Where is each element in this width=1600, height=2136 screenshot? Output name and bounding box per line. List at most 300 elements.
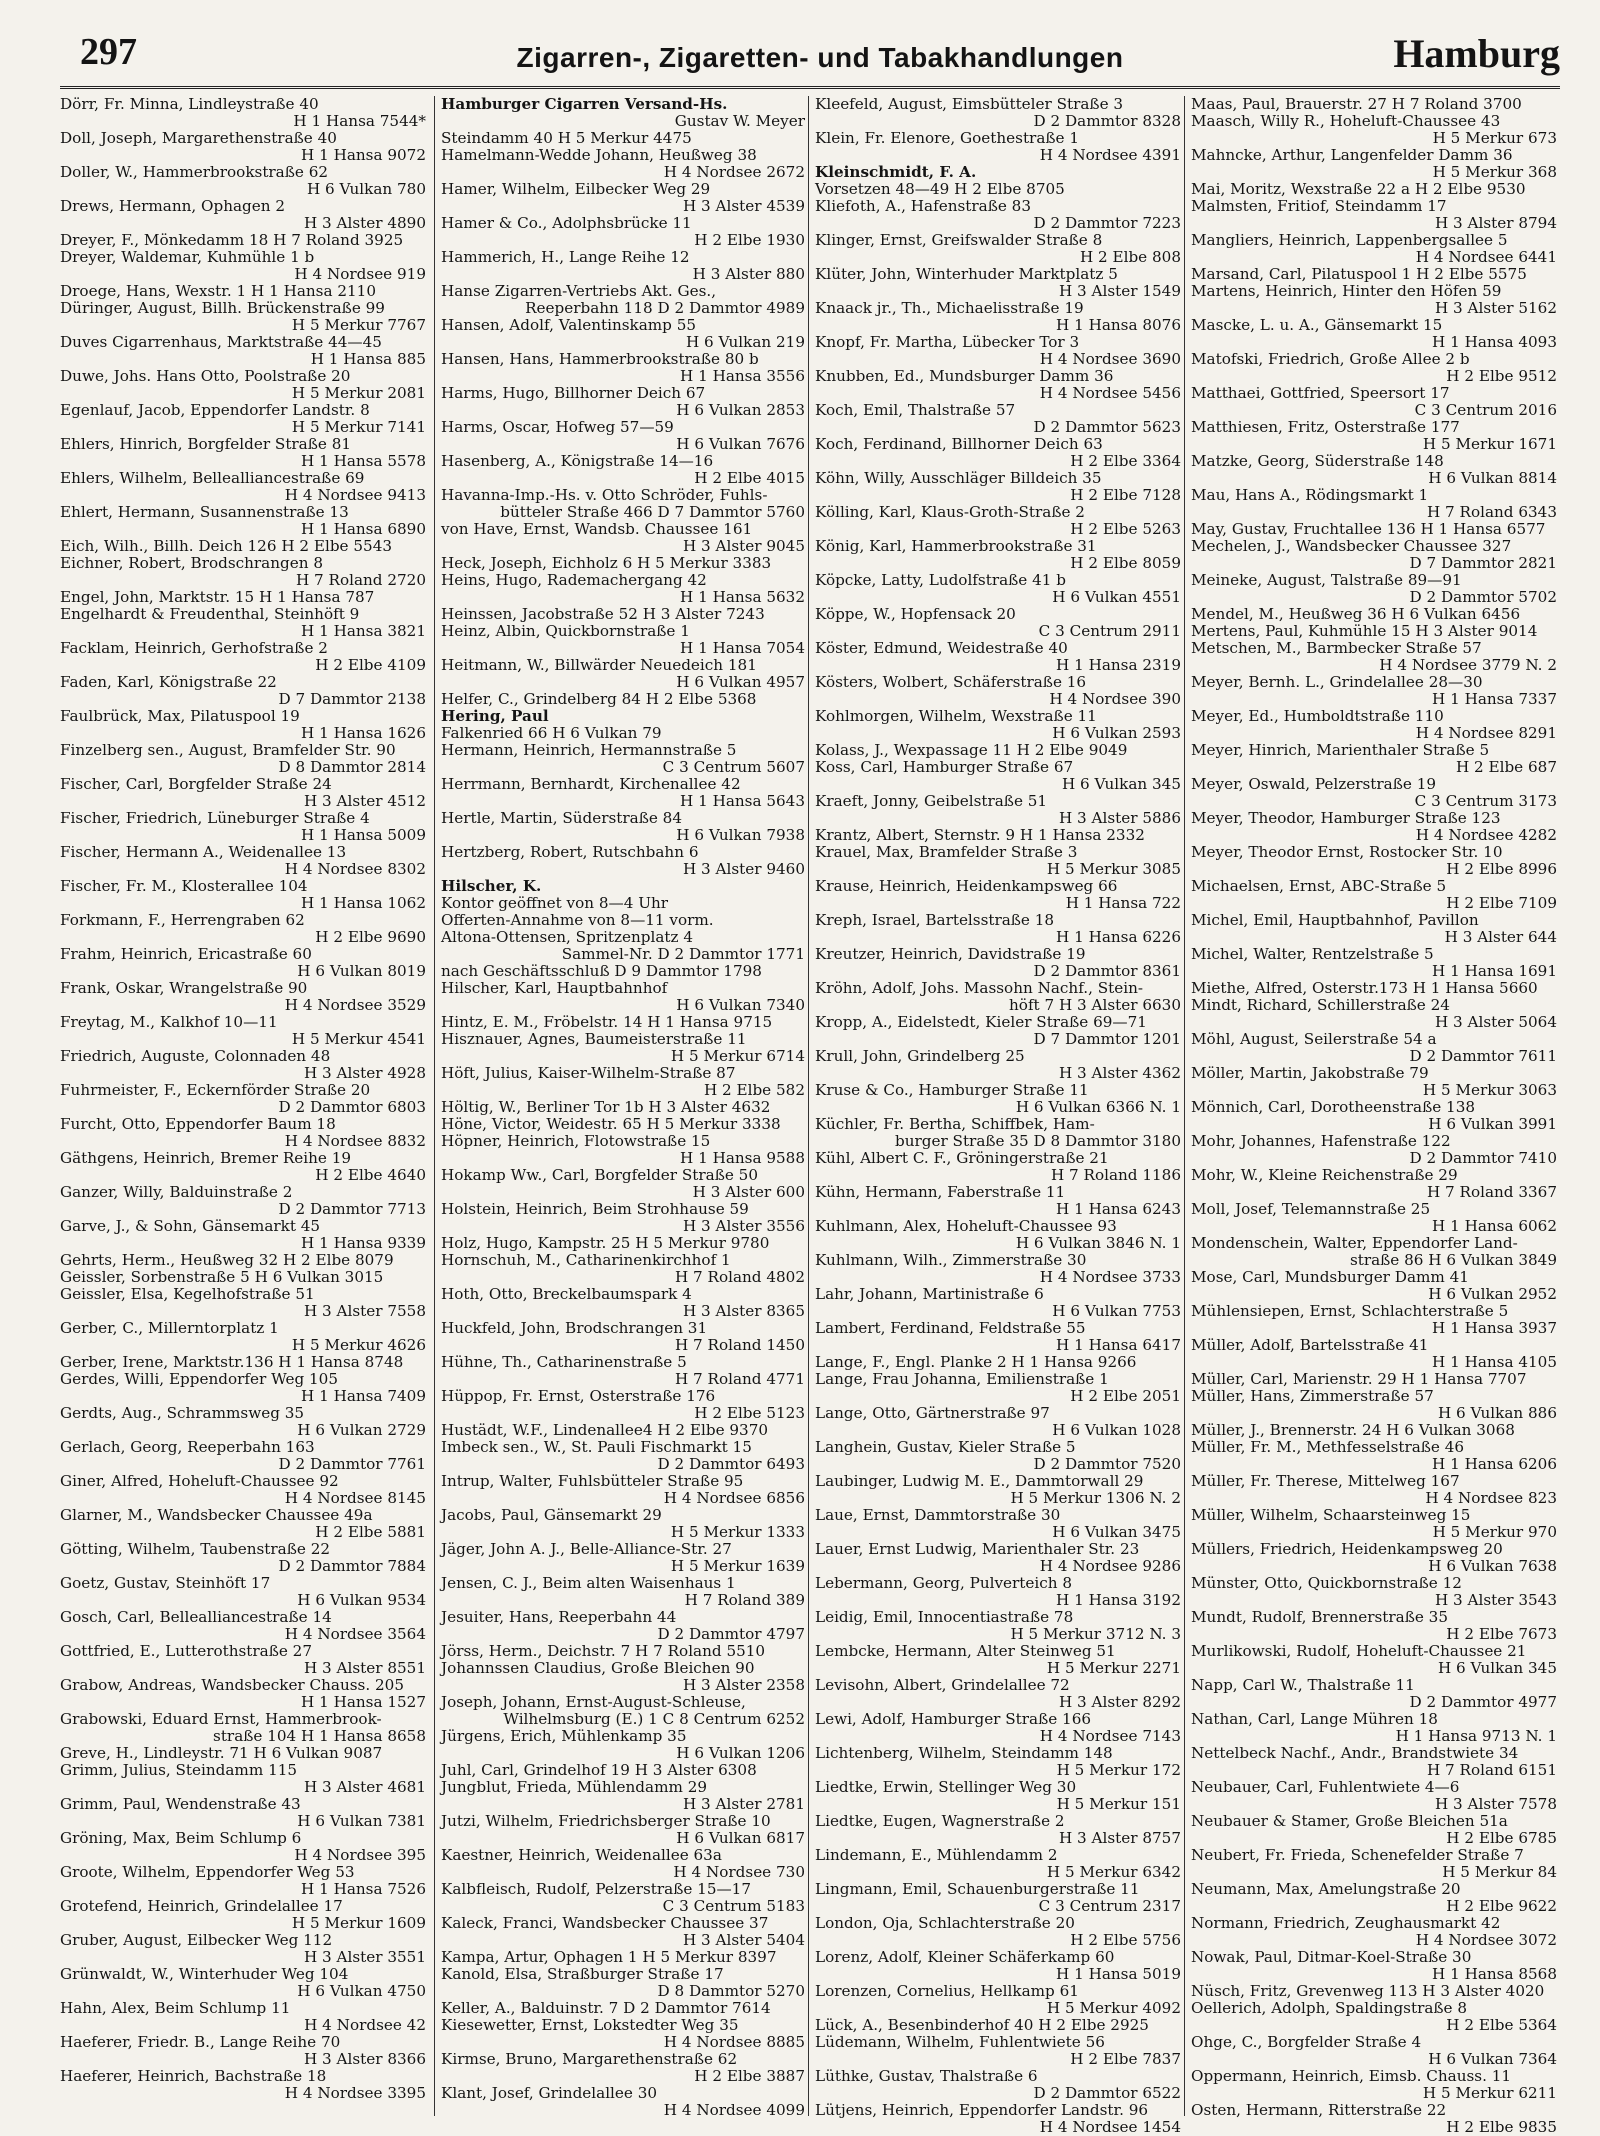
directory-entry <box>60 1864 430 1898</box>
entry-name-line: Gerdts, Aug., Schrammsweg 35 <box>60 1404 305 1422</box>
directory-entry <box>60 980 430 1014</box>
directory-column-2 <box>434 95 809 2119</box>
entry-name-line: Mindt, Richard, Schillerstraße 24 <box>1191 996 1450 1014</box>
directory-entry <box>441 1031 809 1065</box>
entry-phone-line: H 2 Elbe 5123 <box>694 1404 805 1422</box>
entry-name-line: Köster, Edmund, Weidestraße 40 <box>815 639 1068 657</box>
directory-entry <box>815 164 1185 181</box>
entry-name-line: Klüter, John, Winterhuder Marktplatz 5 <box>815 265 1118 283</box>
entry-name-line: Droege, Hans, Wexstr. 1 H 1 Hansa 2110 <box>60 282 376 300</box>
directory-entry <box>441 1660 809 1694</box>
entry-name-line: Kirmse, Bruno, Margarethenstraße 62 <box>441 2050 738 2068</box>
directory-entry <box>1191 1031 1561 1065</box>
directory-entry <box>441 487 809 521</box>
directory-entry <box>815 844 1185 878</box>
entry-phone-line: H 1 Hansa 5019 <box>1056 1965 1181 1983</box>
entry-name-line: Malmsten, Fritiof, Steindamm 17 <box>1191 197 1447 215</box>
directory-entry <box>60 164 430 198</box>
entry-phone-line: H 3 Alster 5064 <box>1434 1013 1557 1031</box>
entry-phone-line: burger Straße 35 D 8 Dammtor 3180 <box>894 1132 1181 1150</box>
entry-phone-line: H 1 Hansa 5578 <box>301 452 426 470</box>
entry-name-line: Möller, Martin, Jakobstraße 79 <box>1191 1064 1429 1082</box>
entry-name-line: Harms, Hugo, Billhorner Deich 67 <box>441 384 706 402</box>
directory-entry <box>60 1541 430 1575</box>
entry-name-line: Höne, Victor, Weidestr. 65 H 5 Merkur 3338 <box>441 1115 781 1133</box>
entry-name-line: Duves Cigarrenhaus, Marktstraße 44—45 <box>60 333 382 351</box>
entry-name-line: Garve, J., & Sohn, Gänsemarkt 45 <box>60 1217 321 1235</box>
directory-entry <box>1191 198 1561 232</box>
entry-phone-line: H 1 Hansa 6206 <box>1432 1455 1557 1473</box>
directory-entry <box>1191 1915 1561 1949</box>
entry-name-line: Münster, Otto, Quickbornstraße 12 <box>1191 1574 1462 1592</box>
entry-phone-line: H 4 Nordsee 390 <box>1049 690 1181 708</box>
directory-entry <box>60 1439 430 1473</box>
entry-name-line: Glarner, M., Wandsbecker Chaussee 49a <box>60 1506 373 1524</box>
entry-name-line: Mondenschein, Walter, Eppendorfer Land- <box>1191 1234 1518 1252</box>
entry-name-line: Frank, Oskar, Wrangelstraße 90 <box>60 979 308 997</box>
directory-entry <box>60 2068 430 2102</box>
entry-name-line: Nettelbeck Nachf., Andr., Brandstwiete 34 <box>1191 1744 1519 1762</box>
entry-phone-line: H 4 Nordsee 3529 <box>284 996 426 1014</box>
directory-entry <box>441 912 809 929</box>
entry-phone-line: H 4 Nordsee 919 <box>294 265 426 283</box>
entry-phone-line: C 3 Centrum 2911 <box>1038 622 1181 640</box>
directory-entry <box>1191 1813 1561 1847</box>
entry-name-line: Eichner, Robert, Brodschrangen 8 <box>60 554 323 572</box>
entry-phone-line: H 5 Merkur 1639 <box>670 1557 805 1575</box>
entry-phone-line: H 4 Nordsee 42 <box>304 2016 426 2034</box>
entry-phone-line: H 3 Alster 8551 <box>303 1659 426 1677</box>
entry-phone-line: H 1 Hansa 9713 N. 1 <box>1395 1727 1557 1745</box>
entry-phone-line: H 7 Roland 2720 <box>295 571 426 589</box>
entry-name-line: Müller, J., Brennerstr. 24 H 6 Vulkan 3068 <box>1191 1421 1515 1439</box>
entry-phone-line: H 3 Alster 7578 <box>1434 1795 1557 1813</box>
entry-name-line: Kontor geöffnet von 8—4 Uhr <box>441 894 669 912</box>
directory-entry <box>441 521 809 555</box>
directory-entry <box>1191 1983 1561 2000</box>
directory-entry <box>60 1184 430 1218</box>
directory-entry <box>815 1014 1185 1048</box>
entry-name-line: Hustädt, W.F., Lindenallee4 H 2 Elbe 9370 <box>441 1421 769 1439</box>
entry-name-line: Friedrich, Auguste, Colonnaden 48 <box>60 1047 331 1065</box>
directory-entry <box>441 776 809 810</box>
entry-phone-line: H 5 Merkur 3085 <box>1046 860 1181 878</box>
entry-phone-line: H 3 Alster 5886 <box>1058 809 1181 827</box>
directory-entry <box>60 300 430 334</box>
entry-name-line: Laubinger, Ludwig M. E., Dammtorwall 29 <box>815 1472 1144 1490</box>
directory-entry <box>60 2000 430 2034</box>
entry-phone-line: H 5 Merkur 1333 <box>670 1523 805 1541</box>
entry-name-line: Höpner, Heinrich, Flotowstraße 15 <box>441 1132 711 1150</box>
directory-entry <box>441 1320 809 1354</box>
entry-name-line: Moll, Josef, Telemannstraße 25 <box>1191 1200 1431 1218</box>
entry-name-line: Kampa, Artur, Ophagen 1 H 5 Merkur 8397 <box>441 1948 777 1966</box>
entry-phone-line: H 2 Elbe 9512 <box>1446 367 1557 385</box>
entry-phone-line: H 1 Hansa 7409 <box>301 1387 426 1405</box>
directory-entry <box>1191 487 1561 521</box>
entry-name-line: Mai, Moritz, Wexstraße 22 a H 2 Elbe 9530 <box>1191 180 1526 198</box>
directory-entry <box>815 1609 1185 1643</box>
entry-name-line: Langhein, Gustav, Kieler Straße 5 <box>815 1438 1076 1456</box>
entry-name-line: Lahr, Johann, Martinistraße 6 <box>815 1285 1044 1303</box>
directory-entry <box>1191 742 1561 776</box>
directory-entry <box>1191 1575 1561 1609</box>
directory-entry <box>1191 640 1561 674</box>
entry-phone-line: H 4 Nordsee 8302 <box>284 860 426 878</box>
entry-name-line: Lück, A., Besenbinderhof 40 H 2 Elbe 2925 <box>815 2016 1149 2034</box>
directory-entry <box>441 2051 809 2085</box>
entry-name-line: Grimm, Julius, Steindamm 115 <box>60 1761 298 1779</box>
entry-name-line: Krause, Heinrich, Heidenkampsweg 66 <box>815 877 1118 895</box>
entry-phone-line: H 3 Alster 4512 <box>303 792 426 810</box>
entry-phone-line: Wilhelmsburg (E.) 1 C 8 Centrum 6252 <box>503 1710 805 1728</box>
directory-entry <box>60 555 430 589</box>
entry-phone-line: H 2 Elbe 4640 <box>315 1166 426 1184</box>
entry-name-line: Levisohn, Albert, Grindelallee 72 <box>815 1676 1070 1694</box>
entry-phone-line: H 2 Elbe 6785 <box>1446 1829 1557 1847</box>
entry-name-line: Krauel, Max, Bramfelder Straße 3 <box>815 843 1078 861</box>
entry-name-line: Heinssen, Jacobstraße 52 H 3 Alster 7243 <box>441 605 765 623</box>
directory-entry <box>60 1048 430 1082</box>
entry-name-line: Metschen, M., Barmbecker Straße 57 <box>1191 639 1482 657</box>
directory-entry <box>441 2085 809 2119</box>
entry-name-line: Frahm, Heinrich, Ericastraße 60 <box>60 945 312 963</box>
directory-entry <box>815 572 1185 606</box>
entry-phone-line: H 1 Hansa 885 <box>310 350 426 368</box>
entry-name-line: Michaelsen, Ernst, ABC-Straße 5 <box>1191 877 1447 895</box>
directory-entry <box>60 198 430 232</box>
entry-name-line: Hasenberg, A., Königstraße 14—16 <box>441 452 714 470</box>
entry-phone-line: H 3 Alster 9045 <box>682 537 805 555</box>
entry-name-line: Gerber, Irene, Marktstr.136 H 1 Hansa 8748 <box>60 1353 404 1371</box>
directory-entry <box>815 436 1185 470</box>
entry-name-line: Hühne, Th., Catharinenstraße 5 <box>441 1353 687 1371</box>
entry-phone-line: C 3 Centrum 5607 <box>662 758 805 776</box>
entry-name-line: Gosch, Carl, Bellealliancestraße 14 <box>60 1608 332 1626</box>
entry-name-line: Fischer, Fr. M., Klosterallee 104 <box>60 877 308 895</box>
entry-name-line: Nathan, Carl, Lange Mühren 18 <box>1191 1710 1438 1728</box>
directory-entry <box>60 1354 430 1371</box>
entry-name-line: Murlikowski, Rudolf, Hoheluft-Chaussee 21 <box>1191 1642 1527 1660</box>
entry-phone-line: H 6 Vulkan 2952 <box>1428 1285 1557 1303</box>
entry-phone-line: H 3 Alster 880 <box>692 265 805 283</box>
entry-name-line: Müller, Fr. Therese, Mittelweg 167 <box>1191 1472 1460 1490</box>
directory-entry <box>60 1082 430 1116</box>
directory-entry <box>60 1252 430 1269</box>
directory-entry <box>60 912 430 946</box>
entry-name-line: Meyer, Theodor, Hamburger Straße 123 <box>1191 809 1501 827</box>
directory-entry <box>1191 266 1561 283</box>
entry-name-line: Hilscher, Karl, Hauptbahnhof <box>441 979 668 997</box>
entry-name-line: Faden, Karl, Königstraße 22 <box>60 673 277 691</box>
directory-entry <box>60 368 430 402</box>
entry-name-line: Doll, Joseph, Margarethenstraße 40 <box>60 129 337 147</box>
entry-name-line: Kropp, A., Eidelstedt, Kieler Straße 69—71 <box>815 1013 1147 1031</box>
directory-entry <box>60 1269 430 1286</box>
entry-name-line: Ohge, C., Borgfelder Straße 4 <box>1191 2033 1422 2051</box>
entry-phone-line: D 2 Dammtor 7884 <box>278 1557 426 1575</box>
directory-entry <box>60 1609 430 1643</box>
entry-phone-line: H 7 Roland 3367 <box>1426 1183 1557 1201</box>
entry-phone-line: H 1 Hansa 1527 <box>301 1693 426 1711</box>
directory-entry <box>815 368 1185 402</box>
entry-name-line: Miethe, Alfred, Osterstr.173 H 1 Hansa 5660 <box>1191 979 1538 997</box>
entry-name-line: Knopf, Fr. Martha, Lübecker Tor 3 <box>815 333 1080 351</box>
directory-entry <box>1191 1711 1561 1745</box>
entry-name-line: Lange, F., Engl. Planke 2 H 1 Hansa 9266 <box>815 1353 1137 1371</box>
directory-entry <box>60 1745 430 1762</box>
directory-entry <box>1191 1235 1561 1269</box>
entry-name-line: Mendel, M., Heußweg 36 H 6 Vulkan 6456 <box>1191 605 1521 623</box>
entry-phone-line: H 1 Hansa 7054 <box>680 639 805 657</box>
entry-phone-line: H 5 Merkur 4626 <box>291 1336 426 1354</box>
directory-entry <box>1191 810 1561 844</box>
directory-entry <box>815 1405 1185 1439</box>
entry-phone-line: H 5 Merkur 3712 N. 3 <box>1010 1625 1181 1643</box>
entry-name-line: Hamburger Cigarren Versand-Hs. <box>441 95 728 113</box>
directory-entry <box>1191 2034 1561 2068</box>
entry-name-line: Höltig, W., Berliner Tor 1b H 3 Alster 4632 <box>441 1098 771 1116</box>
entry-phone-line: Reeperbahn 118 D 2 Dammtor 4989 <box>525 299 805 317</box>
entry-phone-line: D 2 Dammtor 7761 <box>278 1455 426 1473</box>
entry-name-line: Hahn, Alex, Beim Schlump 11 <box>60 1999 291 2017</box>
entry-name-line: Koch, Emil, Thalstraße 57 <box>815 401 1016 419</box>
directory-entry <box>815 96 1185 130</box>
entry-name-line: Dreyer, F., Mönkedamm 18 H 7 Roland 3925 <box>60 231 404 249</box>
entry-phone-line: H 2 Elbe 7673 <box>1446 1625 1557 1643</box>
entry-name-line: Kühl, Albert C. F., Gröningerstraße 21 <box>815 1149 1109 1167</box>
entry-name-line: Neubauer, Carl, Fuhlentwiete 4—6 <box>1191 1778 1460 1796</box>
entry-phone-line: H 1 Hansa 8568 <box>1432 1965 1557 1983</box>
entry-name-line: Kuhlmann, Alex, Hoheluft-Chaussee 93 <box>815 1217 1117 1235</box>
entry-phone-line: H 1 Hansa 9339 <box>301 1234 426 1252</box>
directory-entry <box>60 1796 430 1830</box>
entry-phone-line: H 1 Hansa 8076 <box>1056 316 1181 334</box>
entry-phone-line: straße 104 H 1 Hansa 8658 <box>213 1727 426 1745</box>
directory-entry <box>1191 1847 1561 1881</box>
directory-entry <box>441 1116 809 1133</box>
entry-name-line: Kühn, Hermann, Faberstraße 11 <box>815 1183 1066 1201</box>
directory-entry <box>815 1354 1185 1371</box>
directory-entry <box>60 1677 430 1711</box>
directory-entry <box>815 1847 1185 1881</box>
entry-phone-line: D 7 Dammtor 2821 <box>1409 554 1557 572</box>
entry-name-line: Götting, Wilhelm, Taubenstraße 22 <box>60 1540 331 1558</box>
entry-phone-line: D 8 Dammtor 2814 <box>278 758 426 776</box>
entry-name-line: Nüsch, Fritz, Grevenweg 113 H 3 Alster 4020 <box>1191 1982 1545 2000</box>
entry-phone-line: D 2 Dammtor 6493 <box>657 1455 805 1473</box>
city-title: Hamburg <box>1393 31 1560 76</box>
entry-phone-line: H 6 Vulkan 7381 <box>297 1812 426 1830</box>
directory-entry <box>1191 96 1561 113</box>
entry-phone-line: H 6 Vulkan 3991 <box>1428 1115 1557 1133</box>
entry-name-line: Lüthke, Gustav, Thalstraße 6 <box>815 2067 1038 2085</box>
directory-entry <box>1191 1337 1561 1371</box>
entry-phone-line: H 6 Vulkan 219 <box>685 333 805 351</box>
entry-name-line: Kröhn, Adolf, Johs. Massohn Nachf., Stein- <box>815 979 1144 997</box>
directory-entry <box>815 980 1185 1014</box>
directory-entry <box>441 963 809 980</box>
entry-name-line: Hansen, Hans, Hammerbrookstraße 80 b <box>441 350 759 368</box>
directory-column-3 <box>808 95 1185 2136</box>
entry-phone-line: H 3 Alster 4681 <box>303 1778 426 1796</box>
directory-entry <box>815 1915 1185 1949</box>
directory-entry <box>815 1541 1185 1575</box>
entry-name-line: Möhl, August, Seilerstraße 54 a <box>1191 1030 1437 1048</box>
directory-entry <box>441 572 809 606</box>
entry-name-line: Fuhrmeister, F., Eckernförder Straße 20 <box>60 1081 371 1099</box>
entry-name-line: Drews, Hermann, Ophagen 2 <box>60 197 286 215</box>
entry-phone-line: H 2 Elbe 1930 <box>694 231 805 249</box>
entry-phone-line: H 2 Elbe 3887 <box>694 2067 805 2085</box>
entry-phone-line: Sammel-Nr. D 2 Dammtor 1771 <box>561 945 805 963</box>
directory-entry <box>441 1507 809 1541</box>
directory-entry <box>1191 776 1561 810</box>
entry-name-line: Koss, Carl, Hamburger Straße 67 <box>815 758 1074 776</box>
entry-name-line: Michel, Walter, Rentzelstraße 5 <box>1191 945 1434 963</box>
directory-entry <box>441 878 809 895</box>
directory-entry <box>60 1371 430 1405</box>
entry-name-line: Keller, A., Balduinstr. 7 D 2 Dammtor 7614 <box>441 1999 771 2017</box>
entry-name-line: Lichtenberg, Wilhelm, Steindamm 148 <box>815 1744 1113 1762</box>
directory-entry <box>1191 844 1561 878</box>
entry-phone-line: H 6 Vulkan 7638 <box>1428 1557 1557 1575</box>
directory-entry <box>441 1881 809 1915</box>
entry-name-line: Meineke, August, Talstraße 89—91 <box>1191 571 1462 589</box>
directory-entry <box>1191 1507 1561 1541</box>
entry-name-line: Egenlauf, Jacob, Eppendorfer Landstr. 8 <box>60 401 370 419</box>
entry-phone-line: H 6 Vulkan 886 <box>1437 1404 1557 1422</box>
entry-phone-line: C 3 Centrum 2317 <box>1038 1897 1181 1915</box>
entry-name-line: Facklam, Heinrich, Gerhofstraße 2 <box>60 639 328 657</box>
directory-entry <box>60 776 430 810</box>
entry-phone-line: D 2 Dammtor 8361 <box>1033 962 1181 980</box>
directory-entry <box>815 1252 1185 1286</box>
directory-entry <box>60 283 430 300</box>
entry-name-line: Normann, Friedrich, Zeughausmarkt 42 <box>1191 1914 1501 1932</box>
entry-phone-line: H 5 Merkur 6714 <box>670 1047 805 1065</box>
entry-name-line: Hertzberg, Robert, Rutschbahn 6 <box>441 843 699 861</box>
directory-entry <box>815 2017 1185 2034</box>
entry-phone-line: H 5 Merkur 172 <box>1056 1761 1181 1779</box>
entry-name-line: Jungblut, Frieda, Mühlendamm 29 <box>441 1778 708 1796</box>
directory-entry <box>1191 1439 1561 1473</box>
directory-entry <box>815 1779 1185 1813</box>
entry-phone-line: H 1 Hansa 5643 <box>680 792 805 810</box>
entry-name-line: Hokamp Ww., Carl, Borgfelder Straße 50 <box>441 1166 758 1184</box>
directory-entry <box>60 640 430 674</box>
entry-name-line: Hermann, Heinrich, Hermannstraße 5 <box>441 741 737 759</box>
entry-phone-line: H 1 Hansa 3937 <box>1432 1319 1557 1337</box>
entry-phone-line: H 5 Merkur 6211 <box>1422 2084 1557 2102</box>
directory-entry <box>60 1218 430 1252</box>
directory-entry <box>441 725 809 742</box>
directory-entry <box>60 1286 430 1320</box>
entry-phone-line: H 6 Vulkan 7938 <box>676 826 805 844</box>
entry-phone-line: H 3 Alster 2781 <box>682 1795 805 1813</box>
entry-name-line: Lewi, Adolf, Hamburger Straße 166 <box>815 1710 1092 1728</box>
entry-phone-line: H 5 Merkur 7141 <box>291 418 426 436</box>
entry-name-line: Helfer, C., Grindelberg 84 H 2 Elbe 5368 <box>441 690 757 708</box>
entry-phone-line: H 1 Hansa 1062 <box>301 894 426 912</box>
directory-entry <box>1191 453 1561 487</box>
entry-name-line: Müller, Carl, Marienstr. 29 H 1 Hansa 7707 <box>1191 1370 1527 1388</box>
entry-phone-line: H 6 Vulkan 8814 <box>1428 469 1557 487</box>
directory-entry <box>441 1286 809 1320</box>
entry-phone-line: H 4 Nordsee 6856 <box>663 1489 805 1507</box>
directory-entry <box>441 385 809 419</box>
directory-entry <box>1191 1949 1561 1983</box>
entry-name-line: Gäthgens, Heinrich, Bremer Reihe 19 <box>60 1149 352 1167</box>
directory-entry <box>815 402 1185 436</box>
entry-name-line: Freytag, M., Kalkhof 10—11 <box>60 1013 278 1031</box>
directory-entry <box>60 1898 430 1932</box>
entry-name-line: Hornschuh, M., Catharinenkirchhof 1 <box>441 1251 731 1269</box>
entry-phone-line: H 3 Alster 4890 <box>303 214 426 232</box>
directory-entry <box>441 1575 809 1609</box>
directory-entry <box>441 657 809 691</box>
entry-phone-line: H 7 Roland 6343 <box>1426 503 1557 521</box>
entry-name-line: Grabow, Andreas, Wandsbecker Chauss. 205 <box>60 1676 404 1694</box>
entry-phone-line: H 6 Vulkan 1206 <box>676 1744 805 1762</box>
entry-name-line: Gruber, August, Eilbecker Weg 112 <box>60 1931 333 1949</box>
directory-entry <box>441 555 809 572</box>
directory-entry <box>815 1082 1185 1116</box>
entry-name-line: Furcht, Otto, Eppendorfer Baum 18 <box>60 1115 336 1133</box>
entry-phone-line: H 3 Alster 9460 <box>682 860 805 878</box>
entry-name-line: Heitmann, W., Billwärder Neuedeich 181 <box>441 656 757 674</box>
directory-entry <box>441 1099 809 1116</box>
entry-name-line: Holz, Hugo, Kampstr. 25 H 5 Merkur 9780 <box>441 1234 770 1252</box>
directory-entry <box>60 810 430 844</box>
entry-name-line: Vorsetzen 48—49 H 2 Elbe 8705 <box>815 180 1065 198</box>
entry-phone-line: H 6 Vulkan 6366 N. 1 <box>1015 1098 1181 1116</box>
entry-name-line: Huckfeld, John, Brodschrangen 31 <box>441 1319 708 1337</box>
entry-name-line: Steindamm 40 H 5 Merkur 4475 <box>441 129 692 147</box>
directory-entry <box>441 96 809 130</box>
directory-entry <box>441 181 809 215</box>
entry-name-line: Meyer, Ed., Humboldtstraße 110 <box>1191 707 1444 725</box>
entry-name-line: Engelhardt & Freudenthal, Steinhöft 9 <box>60 605 360 623</box>
entry-phone-line: H 3 Alster 5404 <box>682 1931 805 1949</box>
directory-entry <box>1191 606 1561 623</box>
entry-phone-line: H 7 Roland 1186 <box>1050 1166 1181 1184</box>
entry-phone-line: H 4 Nordsee 6441 <box>1415 248 1557 266</box>
entry-phone-line: H 2 Elbe 687 <box>1455 758 1557 776</box>
entry-name-line: Herrmann, Bernhardt, Kirchenallee 42 <box>441 775 741 793</box>
entry-phone-line: H 6 Vulkan 7676 <box>676 435 805 453</box>
directory-entry <box>60 1014 430 1048</box>
entry-phone-line: D 2 Dammtor 4977 <box>1409 1693 1557 1711</box>
entry-name-line: Giner, Alfred, Hoheluft-Chaussee 92 <box>60 1472 339 1490</box>
entry-name-line: Lingmann, Emil, Schauenburgerstraße 11 <box>815 1880 1140 1898</box>
directory-entry <box>1191 181 1561 198</box>
entry-name-line: Meyer, Hinrich, Marienthaler Straße 5 <box>1191 741 1490 759</box>
entry-phone-line: C 3 Centrum 5183 <box>662 1897 805 1915</box>
entry-name-line: Hamer & Co., Adolphsbrücke 11 <box>441 214 692 232</box>
entry-phone-line: H 4 Nordsee 3072 <box>1415 1931 1557 1949</box>
entry-phone-line: H 3 Alster 3543 <box>1434 1591 1557 1609</box>
entry-phone-line: H 2 Elbe 3364 <box>1070 452 1181 470</box>
directory-entry <box>60 708 430 742</box>
entry-phone-line: H 1 Hansa 3556 <box>680 367 805 385</box>
entry-phone-line: H 1 Hansa 6062 <box>1432 1217 1557 1235</box>
directory-entry <box>815 1881 1185 1915</box>
entry-phone-line: straße 86 H 6 Vulkan 3849 <box>1349 1251 1557 1269</box>
entry-name-line: Lütjens, Heinrich, Eppendorfer Landstr. 96 <box>815 2101 1149 2119</box>
entry-phone-line: H 6 Vulkan 1028 <box>1052 1421 1181 1439</box>
entry-name-line: Liedtke, Erwin, Stellinger Weg 30 <box>815 1778 1077 1796</box>
